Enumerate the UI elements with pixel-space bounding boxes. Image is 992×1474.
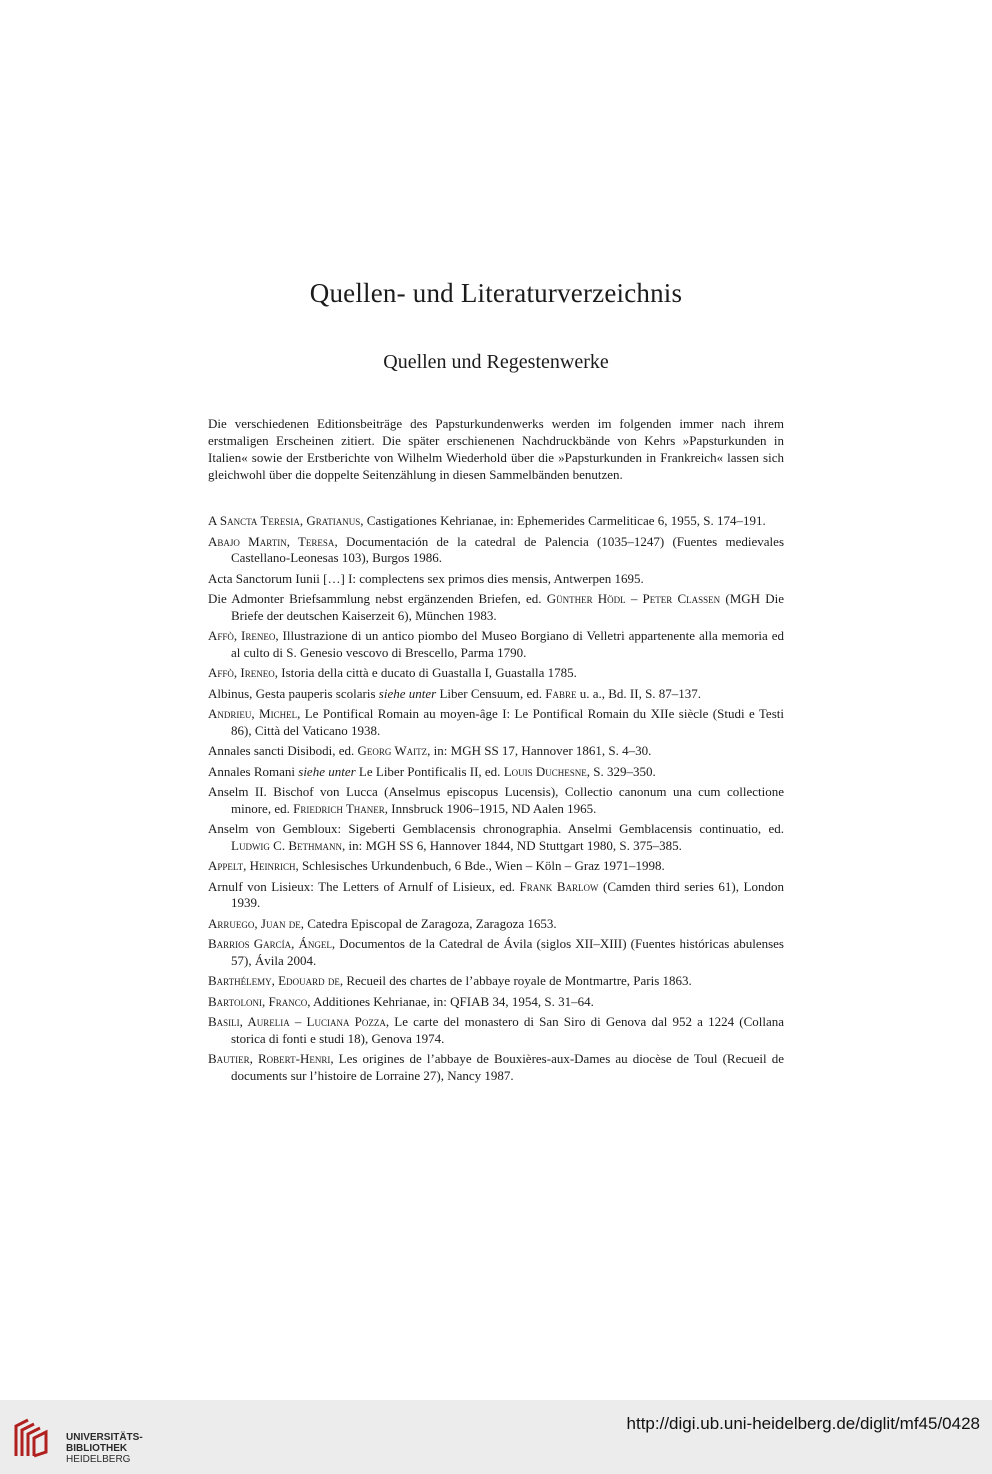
entry-a: Andrieu, Michel [208, 706, 298, 721]
bibliography-entry [208, 973, 784, 990]
bibliography-entry [208, 858, 784, 875]
bibliography-entry [208, 994, 784, 1011]
bibliography-entry [208, 513, 784, 530]
library-logo-icon [10, 1412, 58, 1462]
bibliography-entry [208, 665, 784, 682]
logo-line-2: BIBLIOTHEK [66, 1443, 128, 1454]
entry-pre: Arnulf von Lisieux: The Letters of Arnulf of Lisieux, ed. [208, 878, 520, 894]
entry-a: Affò, Ireneo [208, 665, 275, 680]
entry-a: Affò, Ireneo [208, 628, 276, 643]
bibliography-entry [208, 1014, 784, 1047]
entry-a: Arruego, Juan de [208, 915, 301, 931]
entry-b: , in: MGH SS 6, Hannover 1844, ND Stuttgart 1980, S. 375–385. [342, 837, 682, 853]
entry-a: Georg Waitz [357, 743, 428, 758]
entry-pre: Anselm von Gembloux: Sigeberti Gemblacensis chronographia. Anselmi Gemblacensis continuatio, ed. [208, 821, 784, 836]
entry-pre: Die Admonter Briefsammlung nebst ergänzenden Briefen, ed. [208, 591, 547, 606]
entry-a: Fabre [545, 685, 577, 701]
entry-b: , Istoria della città e ducato di Guastalla I, Guastalla 1785. [274, 665, 577, 680]
intro-paragraph: Die verschiedenen Editionsbeiträge des Papsturkundenwerks werden im folgenden immer nach ihrem erstmaligen Erscheinen zitiert. Die später erschienenen Nachdruckbände von Kehrs »Papsturkunden in Italien« sowie der Erstberichte von Wilhelm Wiederhold über die »Papsturkunden in Frankreich« lassen sich gleichwohl über die doppelte Seitenzählung in diesen Sammelbänden benutzen. [208, 416, 784, 482]
entry-b: , Recueil des chartes de l’abbaye royale de Montmartre, Paris 1863. [339, 973, 692, 988]
entry-a: Basili, Aurelia – Luciana Pozza [208, 1014, 386, 1029]
permalink-url[interactable]: http://digi.ub.uni-heidelberg.de/diglit/mf45/0428 [626, 1414, 980, 1433]
entry-b: , Innsbruck 1906–1915, ND Aalen 1965. [384, 800, 597, 816]
bibliography-list [208, 513, 784, 1088]
entry-b: , Documentos de la Catedral de Ávila (siglos XII–XIII) (Fuentes históricas abulenses 57), Ávila 2004. [231, 936, 784, 968]
bibliography-entry [208, 1051, 784, 1084]
entry-a: Ludwig C. Bethmann [231, 837, 343, 853]
bibliography-entry [208, 784, 784, 817]
entry-a: Bartoloni, Franco [208, 993, 308, 1009]
entry-b: , S. 329–350. [586, 763, 656, 779]
bibliography-entry [208, 743, 784, 760]
entry-a: Günther Hödl – Peter Classen [546, 591, 721, 606]
entry-a: Barthélemy, Edouard de [208, 973, 340, 988]
entry-b: (Camden third series 61), London 1939. [231, 878, 784, 910]
entry-b: (MGH Die Briefe der deutschen Kaiserzeit 6), München 1983. [231, 591, 785, 623]
entry-b: Acta Sanctorum Iunii […] I: complectens sex primos dies mensis, Antwerpen 1695. [208, 570, 644, 586]
entry-pre: Albinus, Gesta pauperis scolaris [208, 685, 379, 701]
library-logo[interactable] [10, 1412, 210, 1465]
entry-b: , Le Pontifical Romain au moyen-âge I: Le Pontifical Romain du XIIe siècle (Studi e Testi 86), Città del Vaticano 1938. [231, 706, 784, 738]
entry-b: , Documentación de la catedral de Palencia (1035–1247) (Fuentes medievales Castellano-Leonesas 103), Burgos 1986. [231, 533, 785, 565]
entry-a: Abajo Martin, Teresa [208, 533, 335, 549]
bibliography-entry [208, 591, 784, 624]
bibliography-entry [208, 821, 784, 854]
entry-a: A Sancta Teresia, Gratianus [208, 513, 361, 528]
logo-line-1: UNIVERSITÄTS- [66, 1432, 143, 1443]
entry-a: Barrios García, Ángel [208, 936, 332, 951]
logo-line-3: HEIDELBERG [66, 1454, 131, 1465]
entry-b: , Illustrazione di un antico piombo del Museo Borgiano di Velletri appartenente alla memoria ed al culto di S. Genesio vescovo di Brescello, Parma 1790. [231, 628, 784, 660]
entry-pre: Annales Romani [208, 763, 299, 779]
entry-pre: Annales sancti Disibodi, ed. [208, 743, 358, 758]
bibliography-entry [208, 686, 784, 703]
bibliography-entry [208, 916, 784, 933]
entry-b: , Le carte del monastero di San Siro di Genova dal 952 a 1224 (Collana storica di fonti e studi 18), Genova 1974. [231, 1014, 785, 1046]
bibliography-entry [208, 879, 784, 912]
section-heading: Quellen und Regestenwerke [383, 351, 609, 373]
entry-mid: Le Liber Pontificalis II, ed. [355, 763, 504, 779]
bibliography-entry [208, 534, 784, 567]
entry-b: u. a., Bd. II, S. 87–137. [576, 685, 702, 701]
bibliography-entry [208, 706, 784, 739]
entry-b: , Catedra Episcopal de Zaragoza, Zaragoza 1653. [300, 915, 557, 931]
entry-mid: Liber Censuum, ed. [436, 685, 546, 701]
entry-a: Bautier, Robert-Henri [208, 1051, 331, 1066]
entry-b: , Schlesisches Urkundenbuch, 6 Bde., Wien – Köln – Graz 1971–1998. [295, 858, 665, 873]
entry-a: Frank Barlow [519, 878, 599, 894]
library-logo-text [66, 1432, 143, 1465]
entry-a: Friedrich Thaner [293, 800, 385, 816]
entry-b: , in: MGH SS 17, Hannover 1861, S. 4–30. [427, 743, 652, 758]
bibliography-entry [208, 764, 784, 781]
footer-bar [0, 1400, 992, 1474]
entry-b: , Additiones Kehrianae, in: QFIAB 34, 1954, S. 31–64. [307, 993, 594, 1009]
entry-a: Louis Duchesne [503, 763, 587, 779]
entry-b: , Castigationes Kehrianae, in: Ephemerides Carmeliticae 6, 1955, S. 174–191. [360, 513, 766, 528]
entry-a: Appelt, Heinrich [208, 858, 296, 873]
entry-b: , Les origines de l’abbaye de Bouxières-aux-Dames au diocèse de Toul (Recueil de documents sur l’histoire de Lorraine 27), Nancy 1987. [231, 1051, 784, 1083]
entry-pre: Anselm II. Bischof von Lucca (Anselmus episcopus Lucensis), Collectio canonum una cum collectione minore, ed. [208, 784, 784, 816]
bibliography-entry [208, 628, 784, 661]
page-title: Quellen- und Literaturverzeichnis [309, 278, 683, 308]
entry-it: siehe unter [298, 763, 356, 779]
bibliography-entry [208, 571, 784, 588]
bibliography-entry [208, 936, 784, 969]
entry-it: siehe unter [378, 685, 437, 701]
